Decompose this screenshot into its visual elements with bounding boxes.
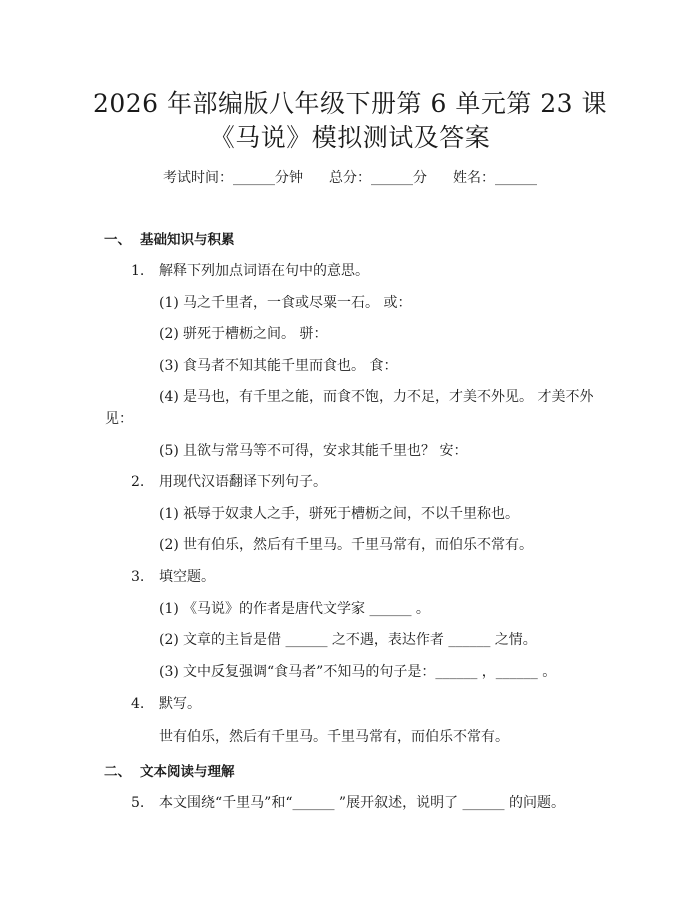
question-1-item-1	[159, 293, 411, 313]
item-text: 食马者不知其能千里而食也。 食：	[183, 358, 398, 374]
item-text: 且欲与常马等不可得，安求其能千里也？ 安：	[183, 443, 468, 459]
question-text: 默写。	[159, 696, 201, 712]
item-text: 世有伯乐，然后有千里马。千里马常有，而伯乐不常有。	[183, 537, 533, 553]
question-4	[131, 694, 201, 714]
student-name-label: 姓名：______	[453, 170, 537, 186]
question-text: 解释下列加点词语在句中的意思。	[159, 263, 369, 279]
item-number: (2)	[159, 537, 179, 553]
question-3-item-3	[159, 662, 556, 682]
question-number: 1.	[131, 263, 145, 279]
question-3-item-1	[159, 599, 430, 619]
question-1-item-4	[159, 387, 593, 407]
item-text: 马之千里者，一食或尽粟一石。 或：	[183, 295, 412, 311]
item-number: (4)	[159, 389, 179, 405]
question-number: 4.	[131, 696, 145, 712]
item-number: (3)	[159, 664, 179, 680]
question-text: 填空题。	[159, 569, 215, 585]
question-4-answer: 世有伯乐，然后有千里马。千里马常有，而伯乐不常有。	[159, 729, 509, 745]
question-1-item-3	[159, 356, 397, 376]
item-number: (2)	[159, 632, 179, 648]
question-1-item-4-continuation: 见：	[105, 411, 133, 427]
question-3	[131, 567, 215, 587]
question-3-item-2	[159, 630, 537, 650]
item-text: 文章的主旨是借 ______ 之不遇，表达作者 ______ 之情。	[183, 632, 537, 648]
question-number: 3.	[131, 569, 145, 585]
question-text: 用现代汉语翻译下列句子。	[159, 474, 327, 490]
item-number: (3)	[159, 358, 179, 374]
page-title-line2: 《马说》模拟测试及答案	[209, 123, 491, 152]
item-number: (5)	[159, 443, 179, 459]
question-number: 2.	[131, 474, 145, 490]
section-number: 一、	[104, 232, 131, 248]
total-score-label: 总分：______分	[329, 170, 427, 186]
section-label: 文本阅读与理解	[140, 764, 235, 780]
item-text: 骈死于槽枥之间。 骈：	[183, 326, 328, 342]
item-number: (2)	[159, 326, 179, 342]
exam-time-label: 考试时间：______分钟	[163, 170, 303, 186]
page-title-line1: 2026 年部编版八年级下册第 6 单元第 23 课	[92, 89, 608, 118]
item-number: (1)	[159, 295, 179, 311]
item-text: 文中反复强调“食马者”不知马的句子是：______ ，______ 。	[183, 664, 557, 680]
item-number: (1)	[159, 506, 179, 522]
question-2-item-1	[159, 504, 519, 524]
question-1-item-5	[159, 441, 467, 461]
section-number: 二、	[104, 764, 131, 780]
item-text: 祇辱于奴隶人之手，骈死于槽枥之间，不以千里称也。	[183, 506, 519, 522]
section-heading-1	[104, 230, 235, 250]
question-5	[131, 793, 565, 813]
question-1-item-2	[159, 324, 327, 344]
question-1	[131, 261, 369, 281]
question-2-item-2	[159, 535, 533, 555]
question-number: 5.	[131, 795, 145, 811]
item-number: (1)	[159, 601, 179, 617]
exam-meta	[0, 167, 700, 187]
question-2	[131, 472, 327, 492]
item-text: 《马说》的作者是唐代文学家 ______ 。	[183, 601, 430, 617]
item-text: 是马也，有千里之能，而食不饱，力不足，才美不外见。 才美不外	[183, 389, 594, 405]
section-heading-2	[104, 762, 235, 782]
section-label: 基础知识与积累	[140, 232, 235, 248]
question-text: 本文围绕“千里马”和“______ ”展开叙述，说明了 ______ 的问题。	[159, 795, 565, 811]
